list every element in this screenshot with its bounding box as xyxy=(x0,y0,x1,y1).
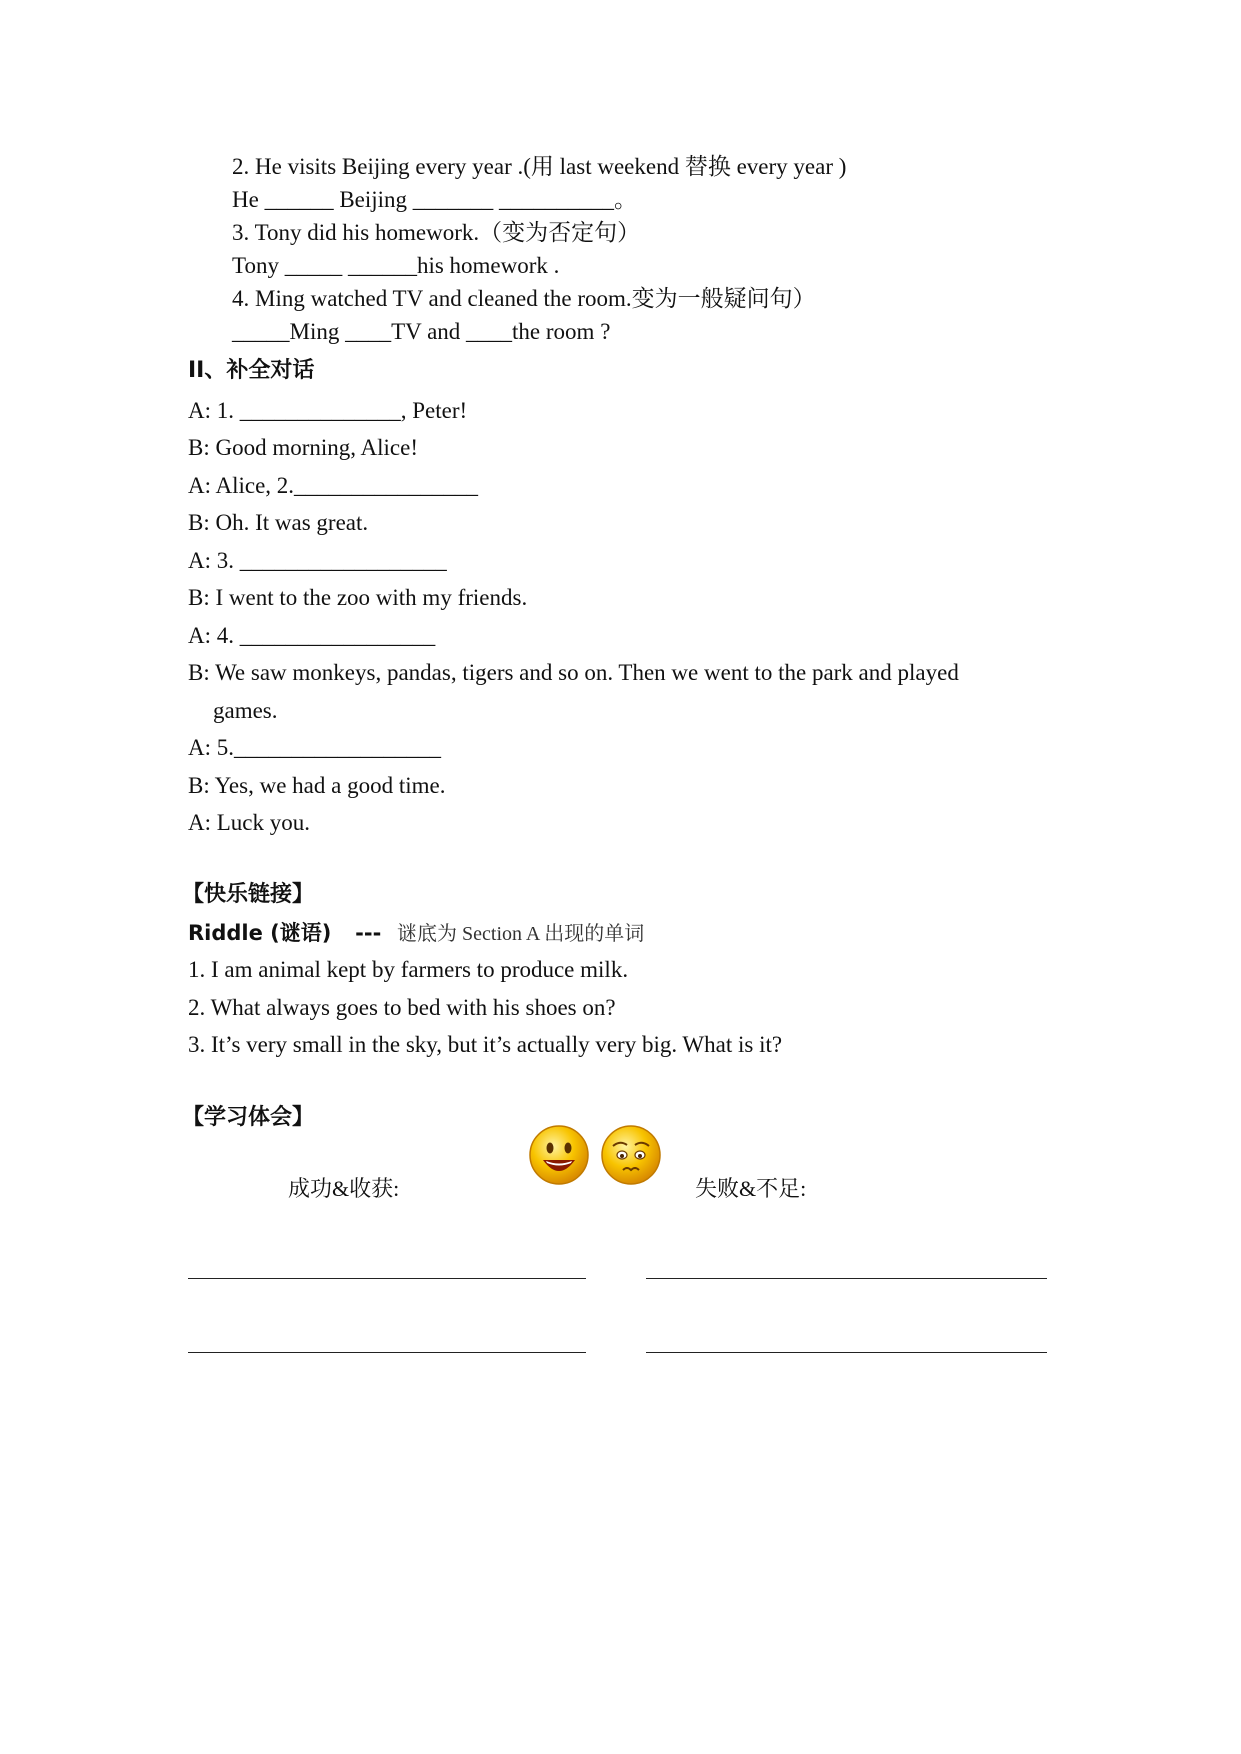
riddle-note: 谜底为 Section A 出现的单词 xyxy=(397,923,645,945)
happy-face-icon xyxy=(528,1124,590,1186)
dialogue-line: A: 5.__________________ xyxy=(188,735,441,760)
riddle-label: Riddle (谜语) xyxy=(188,921,332,945)
riddle-item: 1. I am animal kept by farmers to produce milk. xyxy=(188,957,629,982)
exercise-2-answer: He ______ Beijing _______ __________。 xyxy=(232,187,638,212)
riddle-item: 2. What always goes to bed with his shoes on? xyxy=(188,995,616,1020)
exercise-4-answer: _____Ming ____TV and ____the room ? xyxy=(232,319,611,344)
happy-link-title: 【快乐链接】 xyxy=(182,882,315,907)
reflection-title: 【学习体会】 xyxy=(182,1105,315,1130)
dialogue-line: B: We saw monkeys, pandas, tigers and so on. Then we went to the park and played xyxy=(188,660,959,685)
riddle-header xyxy=(188,918,644,949)
success-answer-line[interactable] xyxy=(188,1278,586,1279)
exercise-4-question: 4. Ming watched TV and cleaned the room.变为一般疑问句） xyxy=(232,286,816,311)
dialogue-line: A: 1. ______________, Peter! xyxy=(188,398,468,423)
success-label: 成功&收获: xyxy=(288,1176,400,1201)
failure-answer-line[interactable] xyxy=(646,1352,1047,1353)
dialogue-line: B: Yes, we had a good time. xyxy=(188,773,446,798)
exercise-2-question: 2. He visits Beijing every year .(用 last weekend 替换 every year ) xyxy=(232,154,847,179)
riddle-item: 3. It’s very small in the sky, but it’s actually very big. What is it? xyxy=(188,1032,783,1057)
dialogue-line: A: Alice, 2.________________ xyxy=(188,473,479,498)
dialogue-line: A: Luck you. xyxy=(188,810,311,835)
exercise-3-question: 3. Tony did his homework.（变为否定句） xyxy=(232,220,641,245)
dialogue-line: B: Good morning, Alice! xyxy=(188,435,418,460)
dialogue-line: A: 4. _________________ xyxy=(188,623,436,648)
exercise-3-answer: Tony _____ ______his homework . xyxy=(232,253,560,278)
success-answer-line[interactable] xyxy=(188,1352,586,1353)
failure-label: 失败&不足: xyxy=(695,1176,807,1201)
section-2-title: II、补全对话 xyxy=(188,358,315,383)
riddle-dash: --- xyxy=(355,921,382,945)
worried-face-icon xyxy=(600,1124,662,1186)
dialogue-line: A: 3. __________________ xyxy=(188,548,447,573)
dialogue-line: games. xyxy=(213,698,278,723)
dialogue-line: B: Oh. It was great. xyxy=(188,510,369,535)
dialogue-line: B: I went to the zoo with my friends. xyxy=(188,585,528,610)
failure-answer-line[interactable] xyxy=(646,1278,1047,1279)
